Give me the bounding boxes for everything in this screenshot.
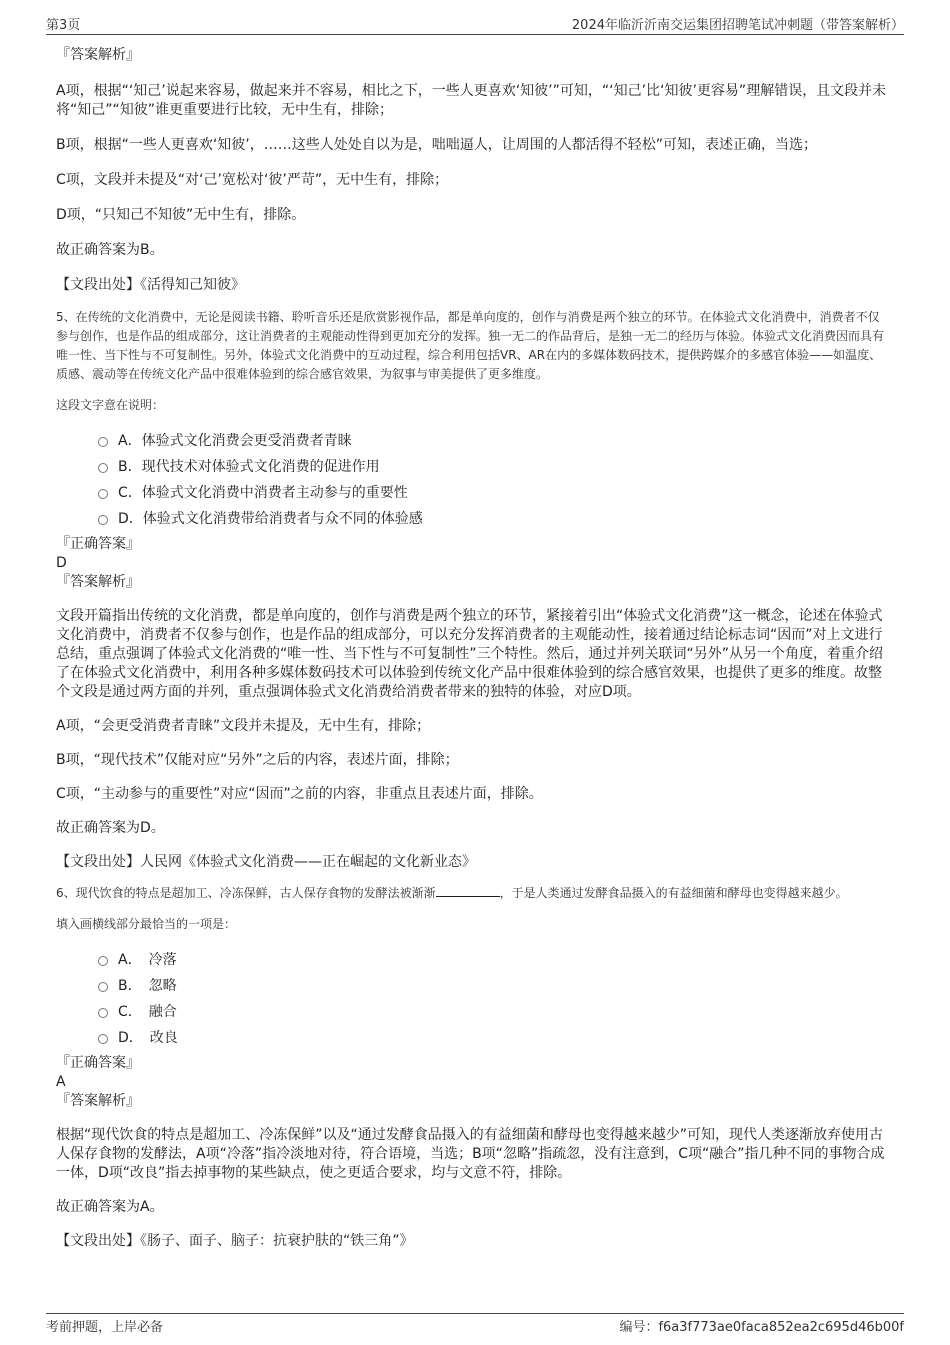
q6-option-d-label: D． 改良: [118, 1030, 178, 1046]
q5-option-b[interactable]: [56, 457, 890, 477]
q6-prompt: 填入画横线部分最恰当的一项是：: [56, 917, 237, 931]
fill-blank: [436, 884, 500, 897]
q4-analysis-d: D项，“只知己不知彼”无中生有，排除。: [56, 207, 306, 223]
radio-button-icon[interactable]: [98, 1008, 108, 1018]
q5-option-c[interactable]: [56, 483, 890, 503]
q5-analysis-c: C项，“主动参与的重要性”对应“因而”之前的内容，非重点且表述片面，排除。: [56, 786, 543, 802]
q5-answer-label: 『正确答案』: [56, 536, 140, 552]
q6-options: [56, 950, 890, 1048]
radio-button-icon[interactable]: [98, 982, 108, 992]
q6-option-b[interactable]: [56, 976, 890, 996]
radio-button-icon[interactable]: [98, 956, 108, 966]
q6-stem-before: 6、现代饮食的特点是超加工、冷冻保鲜，古人保存食物的发酵法被渐渐: [56, 886, 436, 900]
q5-stem: 5、在传统的文化消费中，无论是阅读书籍、聆听音乐还是欣赏影视作品，都是单向度的，创作与消费是两个独立的环节。在体验式文化消费中，消费者不仅参与创作，也是作品的组成部分，这让消费者的主观能动性得到更加充分的发挥。独一无二的作品背后，是独一无二的经历与体验。体验式文化消费因而具有唯一性、当下性与不可复制性。另外，体验式文化消费中的互动过程，综合利用包括VR、AR在内的多媒体数码技术，提供跨媒介的多感官体验——如温度、质感、震动等在传统文化产品中很难体验到的综合感官效果，为叙事与审美提供了更多维度。: [56, 310, 885, 381]
q5-analysis-a: A项，“会更受消费者青睐”文段并未提及，无中生有，排除；: [56, 718, 431, 734]
q6-option-c[interactable]: [56, 1002, 890, 1022]
document-id: 编号：f6a3f773ae0faca852ea2c695d46b00f: [619, 1320, 904, 1335]
page-footer: [46, 1313, 904, 1335]
q5-option-b-label: B．现代技术对体验式文化消费的促进作用: [118, 459, 380, 475]
q6-stem: [56, 884, 890, 903]
q6-option-a-label: A． 冷落: [118, 952, 177, 968]
q5-option-a-label: A．体验式文化消费会更受消费者青睐: [118, 433, 352, 449]
q6-option-b-label: B． 忽略: [118, 978, 177, 994]
radio-button-icon[interactable]: [98, 1034, 108, 1044]
q6-answer: A: [56, 1074, 66, 1090]
q6-analysis-label: 『答案解析』: [56, 1093, 140, 1109]
q6-analysis: 根据“现代饮食的特点是超加工、冷冻保鲜”以及“通过发酵食品摄入的有益细菌和酵母也变得越来越少”可知，现代人类逐渐放弃使用古人保存食物的发酵法，A项“冷落”指冷淡地对待，符合语境，当选；B项“忽略”指疏忽，没有注意到，C项“融合”指几种不同的事物合成一体，D项“改良”指去掉事物的某些缺点，使之更适合要求，均与文意不符，排除。: [56, 1127, 885, 1181]
footer-slogan: 考前押题，上岸必备: [46, 1320, 164, 1335]
document-title: 2024年临沂沂南交运集团招聘笔试冲刺题（带答案解析）: [571, 18, 904, 33]
q6-stem-after: ，于是人类通过发酵食品摄入的有益细菌和酵母也变得越来越少。: [499, 886, 848, 900]
q4-analysis-b: B项，根据“一些人更喜欢‘知彼’，……这些人处处自以为是，咄咄逼人，让周围的人都活得不轻松”可知，表述正确，当选；: [56, 137, 818, 153]
q6-answer-label: 『正确答案』: [56, 1055, 140, 1071]
q5-answer: D: [56, 555, 67, 571]
page-header: [46, 14, 904, 35]
document-body: [56, 44, 890, 1251]
radio-button-icon[interactable]: [98, 489, 108, 499]
q5-option-d[interactable]: [56, 509, 890, 529]
page-number: 第3页: [46, 18, 81, 33]
q4-analysis-c: C项，文段并未提及“对‘己’宽松对‘彼’严苛”，无中生有，排除；: [56, 172, 449, 188]
q4-source: 【文段出处】《活得知己知彼》: [56, 277, 245, 293]
q6-option-a[interactable]: [56, 950, 890, 970]
radio-button-icon[interactable]: [98, 437, 108, 447]
q5-prompt: 这段文字意在说明：: [56, 398, 165, 412]
q6-conclusion: 故正确答案为A。: [56, 1199, 164, 1215]
q5-analysis-b: B项，“现代技术”仅能对应“另外”之后的内容，表述片面，排除；: [56, 752, 459, 768]
q6-source: 【文段出处】《肠子、面子、脑子：抗衰护肤的“铁三角”》: [56, 1233, 414, 1249]
q5-analysis: 文段开篇指出传统的文化消费，都是单向度的，创作与消费是两个独立的环节，紧接着引出“体验式文化消费”这一概念，论述在体验式文化消费中，消费者不仅参与创作，也是作品的组成部分，可以充分发挥消费者的主观能动性，接着通过结论标志词“因而”对上文进行总结，重点强调了体验式文化消费的“唯一性、当下性与不可复制性”三个特性。然后，通过并列关联词“另外”从另一个角度，着重介绍了在体验式文化消费中，利用各种多媒体数码技术可以体验到传统文化产品中很难体验到的综合感官效果，也提供了更多的维度。故整个文段是通过两方面的并列，重点强调体验式文化消费给消费者带来的独特的体验，对应D项。: [56, 608, 884, 700]
q5-option-d-label: D．体验式文化消费带给消费者与众不同的体验感: [118, 511, 423, 527]
q5-option-c-label: C．体验式文化消费中消费者主动参与的重要性: [118, 485, 408, 501]
radio-button-icon[interactable]: [98, 515, 108, 525]
q5-conclusion: 故正确答案为D。: [56, 820, 165, 836]
radio-button-icon[interactable]: [98, 463, 108, 473]
q5-options: [56, 431, 890, 529]
q4-conclusion: 故正确答案为B。: [56, 242, 164, 258]
q5-analysis-label: 『答案解析』: [56, 574, 140, 590]
q5-option-a[interactable]: [56, 431, 890, 451]
q4-analysis-a: A项，根据“‘知己’说起来容易，做起来并不容易，相比之下，一些人更喜欢‘知彼’”可知，“‘知己’比‘知彼’更容易”理解错误，且文段并未将“知己”“知彼”谁更重要进行比较，无中生有，排除；: [56, 83, 887, 118]
q6-option-d[interactable]: [56, 1028, 890, 1048]
q4-analysis-label: 『答案解析』: [56, 47, 140, 63]
q6-option-c-label: C． 融合: [118, 1004, 177, 1020]
q5-source: 【文段出处】人民网《体验式文化消费——正在崛起的文化新业态》: [56, 854, 476, 870]
